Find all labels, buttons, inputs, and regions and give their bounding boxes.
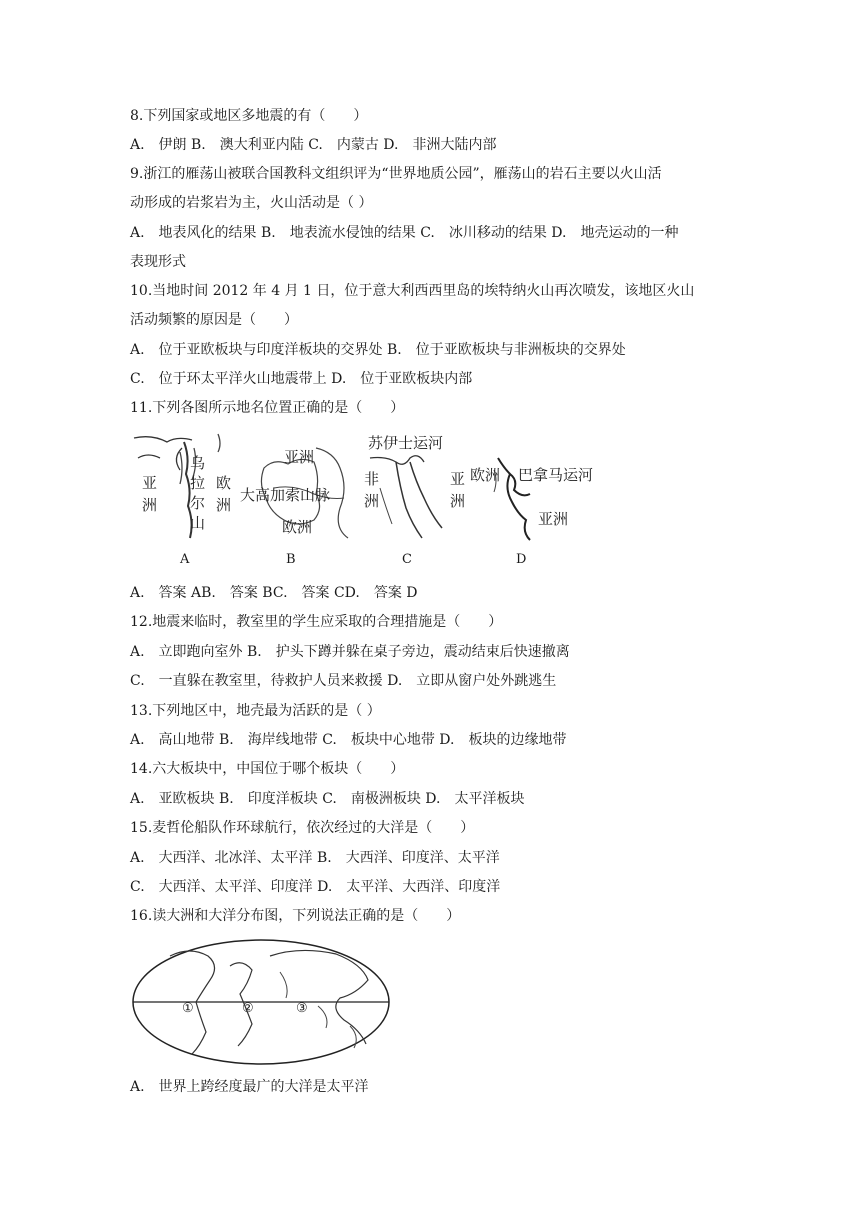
map-a-ridge-char-4: 山 [190, 514, 206, 532]
question-9-line-1: 9.浙江的雁荡山被联合国教科文组织评为“世界地质公园”，雁荡山的岩石主要以火山活 [130, 166, 662, 182]
map-a-ridge-char-2: 拉 [190, 474, 206, 492]
question-12-options-line-1: A. 立即跑向室外 B. 护头下蹲并躲在桌子旁边，震动结束后快速撤离 [130, 644, 570, 660]
map-d-asia: 亚洲 [538, 510, 569, 528]
map-b [240, 428, 374, 548]
question-15-options-line-1: A. 大西洋、北冰洋、太平洋 B. 大西洋、印度洋、太平洋 [130, 850, 500, 866]
ocean-marker-2: ② [242, 1001, 254, 1016]
map-c-suez: 苏伊士运河 [368, 434, 444, 452]
map-a-asia-char-2: 洲 [142, 496, 158, 514]
world-map-figure [130, 936, 392, 1068]
question-13: 13.下列地区中，地壳最为活跃的是（ ） [130, 703, 381, 719]
map-d-panama: 巴拿马运河 [518, 466, 594, 484]
question-10-options-line-1: A. 位于亚欧板块与印度洋板块的交界处 B. 位于亚欧板块与非洲板块的交界处 [130, 342, 626, 358]
map-b-europe: 欧洲 [282, 518, 313, 536]
question-8: 8.下列国家或地区多地震的有（ ） [130, 108, 368, 124]
map-c-asia-char-1: 亚 [450, 470, 466, 488]
map-b-mountain: 大高加索山脉 [240, 486, 331, 504]
question-12-options-line-2: C. 一直躲在教室里，待救护人员来救援 D. 立即从窗户处外跳逃生 [130, 673, 557, 689]
question-15-options-line-2: C. 大西洋、太平洋、印度洋 D. 太平洋、大西洋、印度洋 [130, 879, 501, 895]
question-11: 11.下列各图所示地名位置正确的是（ ） [130, 400, 405, 416]
question-16: 16.读大洲和大洋分布图，下列说法正确的是（ ） [130, 908, 461, 924]
ocean-marker-3: ③ [296, 1001, 308, 1016]
map-caption-c: C [402, 552, 412, 567]
map-a-asia-char-1: 亚 [142, 474, 158, 492]
map-a-ridge-char-1: 乌 [190, 454, 206, 472]
map-d [470, 428, 612, 548]
ocean-marker-1: ① [182, 1001, 194, 1016]
question-9-options-line-2: 表现形式 [130, 254, 186, 270]
question-10-line-2: 活动频繁的原因是（ ） [130, 312, 298, 328]
map-caption-a: A [180, 552, 190, 567]
map-a-europe-char-2: 洲 [216, 496, 232, 514]
map-c-africa-char-1: 非 [364, 470, 380, 488]
question-14-options: A. 亚欧板块 B. 印度洋板块 C. 南极洲板块 D. 太平洋板块 [130, 791, 525, 807]
map-a [132, 428, 237, 548]
question-13-options: A. 高山地带 B. 海岸线地带 C. 板块中心地带 D. 板块的边缘地带 [130, 732, 567, 748]
question-10-options-line-2: C. 位于环太平洋火山地震带上 D. 位于亚欧板块内部 [130, 371, 473, 387]
map-caption-d: D [516, 552, 527, 567]
question-12: 12.地震来临时，教室里的学生应采取的合理措施是（ ） [130, 614, 503, 630]
question-11-figure [132, 428, 612, 573]
question-11-options: A. 答案 AB. 答案 BC. 答案 CD. 答案 D [130, 585, 418, 601]
question-10-line-1: 10.当地时间 2012 年 4 月 1 日，位于意大利西西里岛的埃特纳火山再次喷发，该地区火山 [130, 283, 695, 299]
question-15: 15.麦哲伦船队作环球航行，依次经过的大洋是（ ） [130, 820, 475, 836]
map-a-europe-char-1: 欧 [216, 474, 232, 492]
map-b-asia: 亚洲 [284, 448, 315, 466]
question-16-option-a: A. 世界上跨经度最广的大洋是太平洋 [130, 1079, 369, 1095]
question-9-options-line-1: A. 地表风化的结果 B. 地表流水侵蚀的结果 C. 冰川移动的结果 D. 地壳运动的一种 [130, 225, 679, 241]
map-c-asia-char-2: 洲 [450, 492, 466, 510]
map-caption-b: B [286, 552, 296, 567]
question-8-options: A. 伊朗 B. 澳大利亚内陆 C. 内蒙古 D. 非洲大陆内部 [130, 137, 497, 153]
map-c [366, 428, 486, 548]
map-c-africa-char-2: 洲 [364, 492, 380, 510]
map-d-europe: 欧洲 [470, 466, 501, 484]
map-a-ridge-char-3: 尔 [190, 494, 206, 512]
question-9-line-2: 动形成的岩浆岩为主，火山活动是（ ） [130, 195, 373, 211]
question-14: 14.六大板块中，中国位于哪个板块（ ） [130, 761, 405, 777]
